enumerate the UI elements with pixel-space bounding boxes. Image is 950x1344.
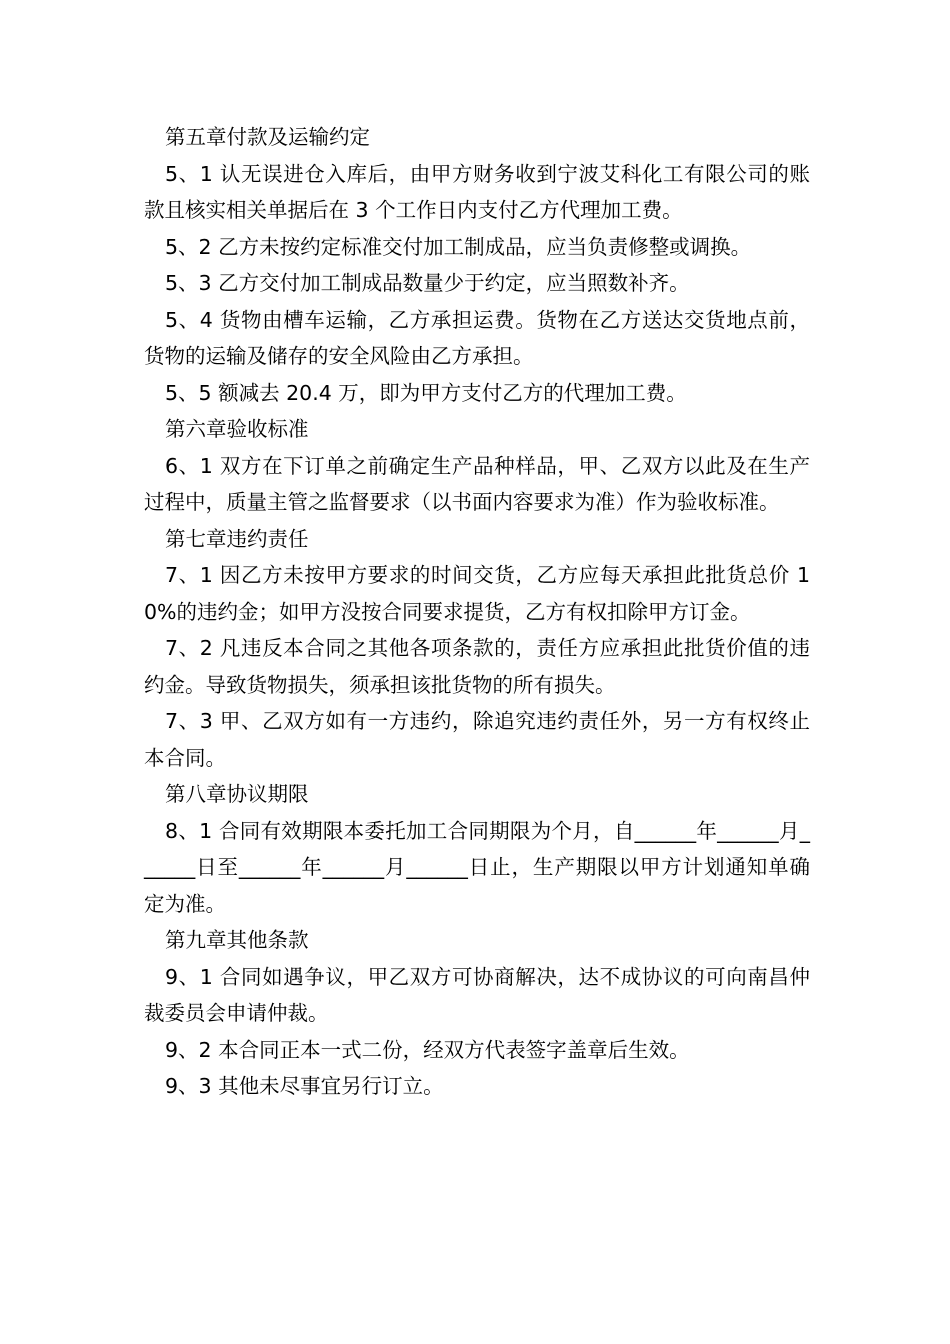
- clause-9-1: 9、1 合同如遇争议，甲乙双方可协商解决，达不成协议的可向南昌仲裁委员会申请仲裁。: [144, 964, 810, 1025]
- chapter-8-heading: 第八章协议期限: [165, 782, 309, 806]
- clause-9-2: 9、2 本合同正本一式二份，经双方代表签字盖章后生效。: [165, 1037, 690, 1062]
- chapter-6-heading: 第六章验收标准: [165, 417, 309, 441]
- clause-5-5: 5、5 额减去 20.4 万，即为甲方支付乙方的代理加工费。: [165, 380, 687, 405]
- clause-5-3: 5、3 乙方交付加工制成品数量少于约定，应当照数补齐。: [165, 271, 690, 295]
- clause-5-2: 5、2 乙方未按约定标准交付加工制成品，应当负责修整或调换。: [165, 234, 752, 259]
- chapter-7-heading: 第七章违约责任: [165, 526, 309, 551]
- document-body: [144, 119, 810, 1105]
- clause-5-1: 5、1 认无误进仓入库后，由甲方财务收到宁波艾科化工有限公司的账款且核实相关单据后在 3 个工作日内支付乙方代理加工费。: [144, 161, 810, 222]
- chapter-5-heading: 第五章付款及运输约定: [165, 125, 370, 149]
- chapter-9-heading: 第九章其他条款: [165, 928, 309, 952]
- clause-5-4: 5、4 货物由槽车运输，乙方承担运费。货物在乙方送达交货地点前，货物的运输及储存的安全风险由乙方承担。: [144, 307, 810, 368]
- clause-7-2: 7、2 凡违反本合同之其他各项条款的，责任方应承担此批货价值的违约金。导致货物损失，须承担该批货物的所有损失。: [144, 636, 810, 697]
- clause-7-3: 7、3 甲、乙双方如有一方违约，除追究违约责任外，另一方有权终止本合同。: [144, 709, 810, 770]
- clause-7-1: 7、1 因乙方未按甲方要求的时间交货，乙方应每天承担此批货总价 10%的违约金；如甲方没按合同要求提货，乙方有权扣除甲方订金。: [144, 563, 810, 624]
- clause-8-1: 8、1 合同有效期限本委托加工合同期限为个月，自______年______月______日至______年______月______日止，生产期限以甲方计划通知单确定为准。: [144, 818, 810, 916]
- clause-9-3: 9、3 其他未尽事宜另行订立。: [165, 1074, 444, 1098]
- clause-6-1: 6、1 双方在下订单之前确定生产品种样品，甲、乙双方以此及在生产过程中，质量主管之监督要求（以书面内容要求为准）作为验收标准。: [144, 453, 810, 514]
